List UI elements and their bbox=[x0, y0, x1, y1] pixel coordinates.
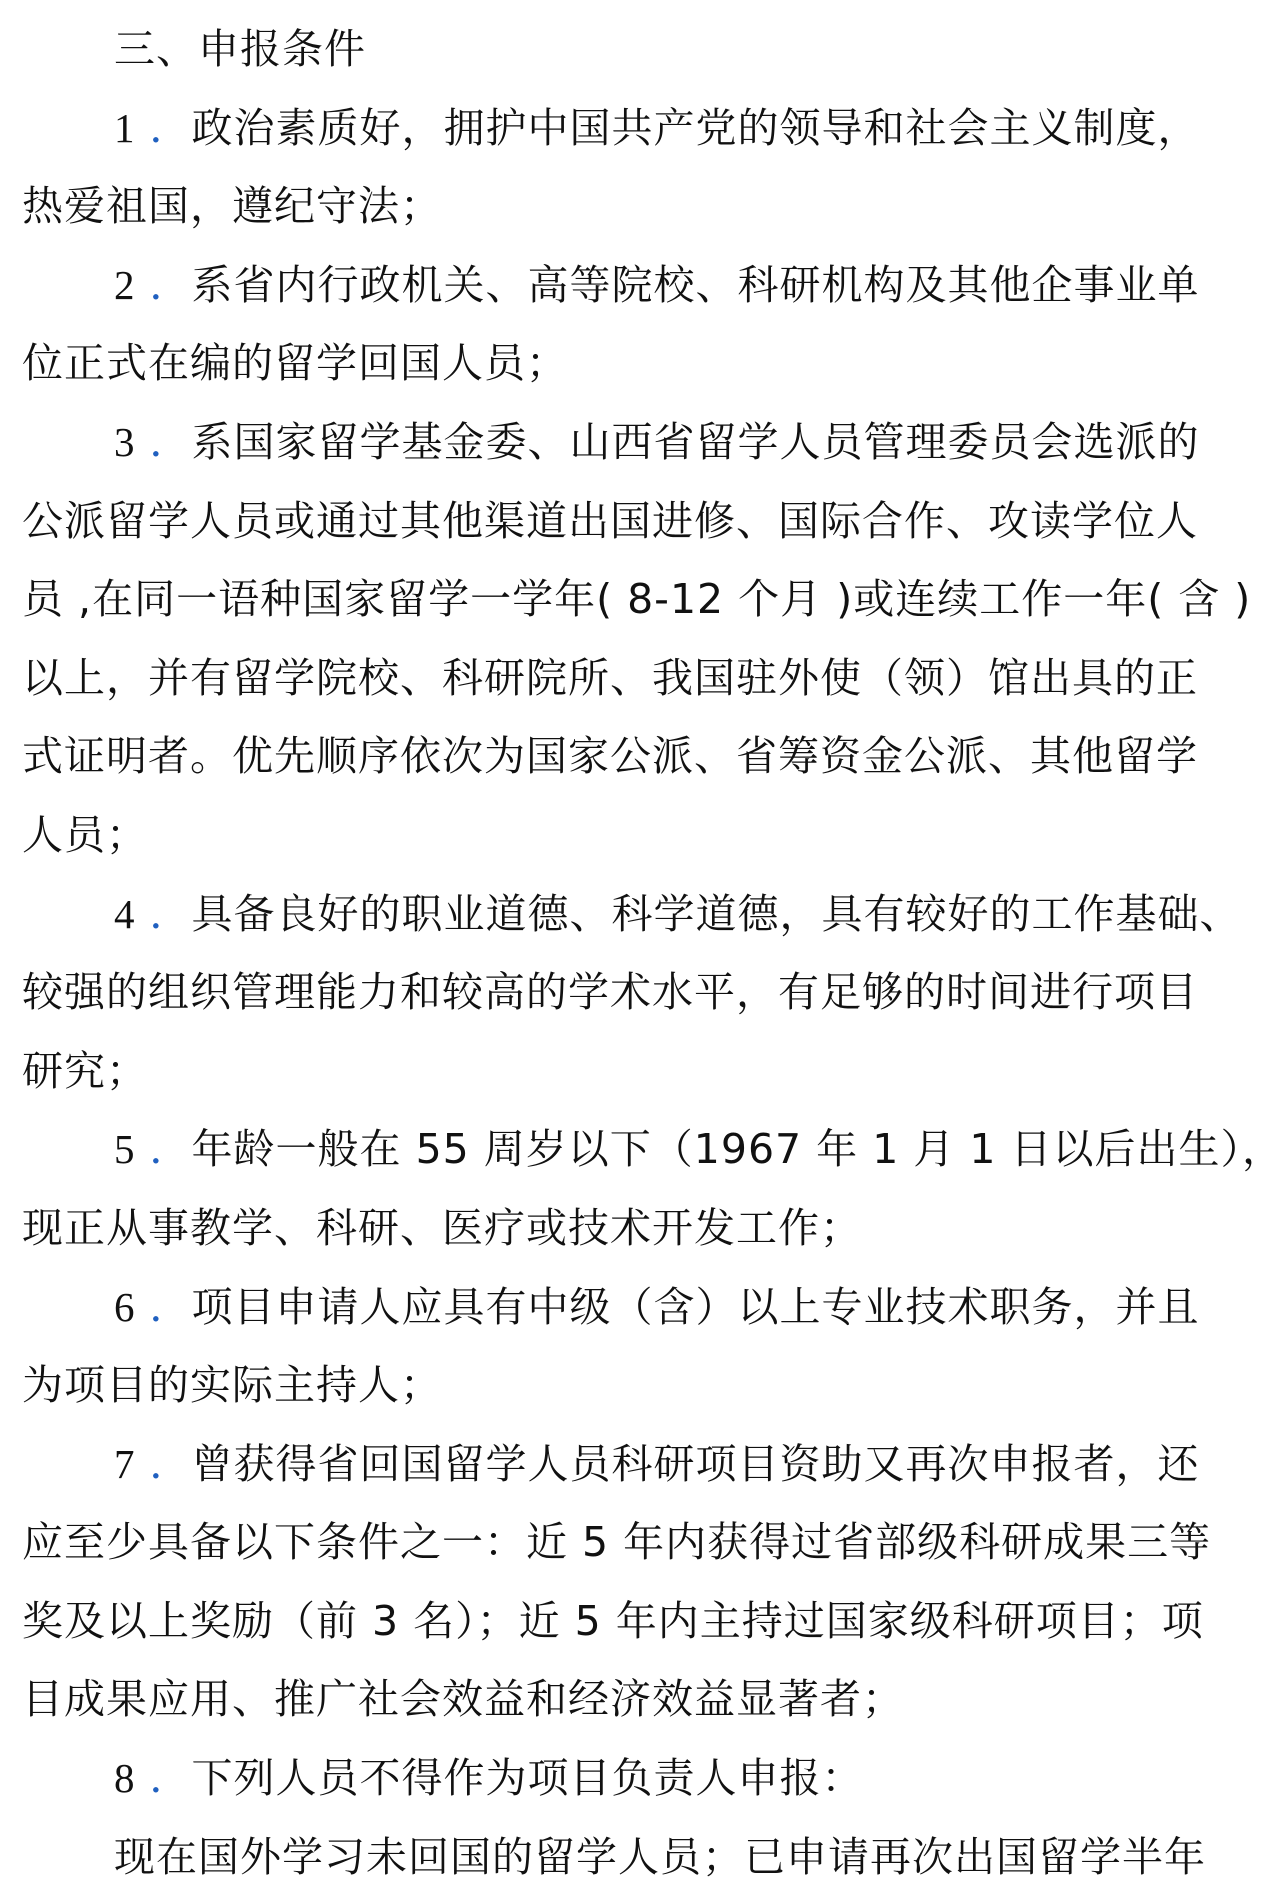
list-item-3 bbox=[22, 403, 1266, 482]
item-text: 项目申请人应具有中级（含）以上专业技术职务，并且 bbox=[191, 1282, 1200, 1331]
item-separator: ． bbox=[135, 1125, 192, 1174]
list-item-4 bbox=[22, 875, 1266, 954]
list-item-2 bbox=[22, 246, 1266, 325]
list-item-8 bbox=[22, 1739, 1266, 1818]
item-text: 下列人员不得作为项目负责人申报： bbox=[191, 1754, 864, 1803]
text-line: 为项目的实际主持人； bbox=[22, 1361, 442, 1410]
text-line: 位正式在编的留学回国人员； bbox=[22, 339, 568, 388]
item-text: 曾获得省回国留学人员科研项目资助又再次申报者，还 bbox=[191, 1439, 1200, 1488]
text-line: 现在国外学习未回国的留学人员；已申请再次出国留学半年 bbox=[114, 1832, 1206, 1881]
list-item-7 bbox=[22, 1425, 1266, 1504]
item-number: 6 bbox=[114, 1283, 136, 1330]
item-separator: ． bbox=[135, 260, 192, 309]
item-number: 7 bbox=[114, 1440, 136, 1487]
text-line: 员 ,在同一语种国家留学一学年( 8-12 个月 )或连续工作一年( 含 ) bbox=[22, 575, 1252, 624]
item-number: 4 bbox=[114, 890, 136, 937]
item-text: 系国家留学基金委、山西省留学人员管理委员会选派的 bbox=[191, 417, 1200, 466]
text-line: 应至少具备以下条件之一：近 5 年内获得过省部级科研成果三等 bbox=[22, 1518, 1212, 1567]
text-line: 热爱祖国，遵纪守法； bbox=[22, 182, 442, 231]
item-separator: ． bbox=[135, 889, 192, 938]
item-number: 1 bbox=[114, 104, 136, 151]
item-separator: ． bbox=[135, 103, 192, 152]
text-line: 式证明者。优先顺序依次为国家公派、省筹资金公派、其他留学 bbox=[22, 732, 1198, 781]
item-text: 系省内行政机关、高等院校、科研机构及其他企事业单 bbox=[191, 260, 1200, 309]
text-line: 以上，并有留学院校、科研院所、我国驻外使（领）馆出具的正 bbox=[22, 653, 1198, 702]
item-text: 具备良好的职业道德、科学道德，具有较好的工作基础、 bbox=[191, 889, 1242, 938]
list-item-5 bbox=[22, 1110, 1284, 1189]
section-heading: 三、申报条件 bbox=[114, 25, 366, 73]
item-separator: ． bbox=[135, 1282, 192, 1331]
item-separator: ． bbox=[135, 1439, 192, 1488]
item-text: 年龄一般在 55 周岁以下（1967 年 1 月 1 日以后出生）， bbox=[191, 1125, 1284, 1174]
text-line: 现正从事教学、科研、医疗或技术开发工作； bbox=[22, 1203, 862, 1252]
list-item-6 bbox=[22, 1268, 1266, 1347]
text-line: 奖及以上奖励（前 3 名）；近 5 年内主持过国家级科研项目；项 bbox=[22, 1596, 1204, 1645]
text-line: 公派留学人员或通过其他渠道出国进修、国际合作、攻读学位人 bbox=[22, 496, 1198, 545]
text-line: 目成果应用、推广社会效益和经济效益显著者； bbox=[22, 1675, 904, 1724]
text-line: 较强的组织管理能力和较高的学术水平，有足够的时间进行项目 bbox=[22, 968, 1198, 1017]
item-separator: ． bbox=[135, 1754, 192, 1803]
text-line: 研究； bbox=[22, 1046, 148, 1095]
item-number: 8 bbox=[114, 1755, 136, 1802]
item-separator: ． bbox=[135, 417, 192, 466]
list-item-1 bbox=[22, 89, 1266, 168]
item-number: 2 bbox=[114, 261, 136, 308]
item-number: 5 bbox=[114, 1126, 136, 1173]
text-line: 人员； bbox=[22, 810, 148, 859]
item-number: 3 bbox=[114, 418, 136, 465]
item-text: 政治素质好，拥护中国共产党的领导和社会主义制度， bbox=[191, 103, 1200, 152]
